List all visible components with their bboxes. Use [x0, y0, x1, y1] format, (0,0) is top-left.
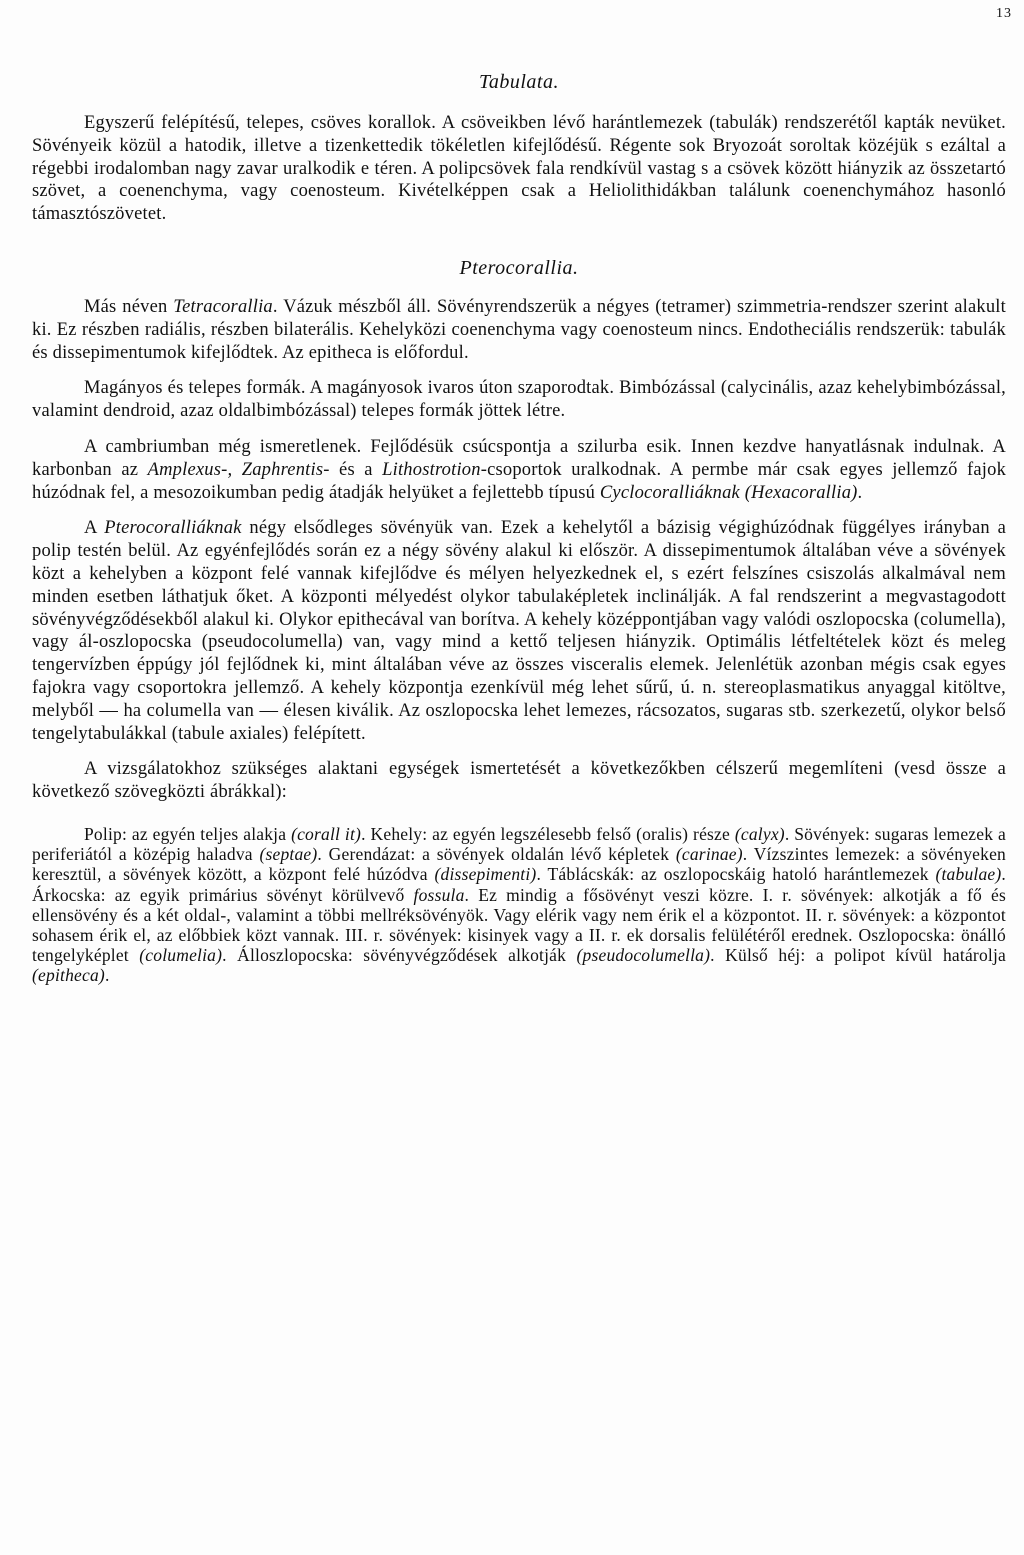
paragraph-units-intro: A vizsgálatokhoz szükséges alaktani egységek ismertetését a következőkben célszerű megemlíteni (vesd össze a következő szövegközti ábrákkal):: [32, 759, 1006, 803]
text-run: . Vízszintes lemezek: a sövényeken keresztül, a sövények között, a központ felé húzódva: [32, 844, 1006, 885]
italic-term: (dissepimenti): [434, 864, 537, 885]
definitions-block: [32, 824, 1006, 986]
text-run: Más néven: [84, 296, 174, 317]
italic-term: (corall it): [291, 823, 362, 844]
text-run: . Sövények: sugaras lemezek a periferiától a középig haladva: [32, 823, 1006, 865]
text-run: .: [857, 482, 863, 503]
text-run: . Árkocska: az egyik primárius sövényt körülvevő: [32, 864, 1006, 905]
text-run: A cambriumban még ismeretlenek. Fejlődésük csúcspontja a szilurba esik. Innen kezdve hanyatlásnak indulnak. A karbonban az: [32, 436, 1006, 480]
page-number: 13: [996, 6, 1012, 21]
text-run: Polip: az egyén teljes alakja: [84, 823, 292, 844]
paragraph-pterocorallia-intro: [32, 296, 1006, 364]
italic-term: (septae): [259, 844, 318, 865]
italic-term: (tabulae): [935, 864, 1002, 885]
page-content: [32, 66, 1006, 986]
italic-term: Lithostrotion: [382, 459, 481, 480]
text-run: -csoportok uralkodnak. A permbe már csak egyes jellemző fajok húzódnak fel, a mesozoikumban pedig átadják helyüket a fejlettebb típusú: [32, 459, 1007, 503]
text-run: . Táblácskák: az oszlopocskáig hatoló harántlemezek: [536, 864, 936, 885]
paragraph-definitions: [32, 824, 1006, 986]
italic-term: Amplexus-, Zaphrentis-: [147, 459, 330, 480]
section-heading-tabulata: Tabulata.: [479, 71, 559, 93]
text-run: . Külső héj: a polipot kívül határolja: [710, 945, 1006, 966]
italic-term: (columelia): [139, 945, 223, 966]
text-run: .: [104, 965, 110, 986]
section-heading-pterocorallia: Pterocorallia.: [459, 256, 579, 279]
italic-term: (pseudocolumella): [576, 945, 711, 966]
text-run: . Vázuk mészből áll. Sövényrendszerük a négyes (tetramer) szimmetria-rendszer szerint alakult ki. Ez részben radiális, részben bilaterális. Kehelyközi coenenchyma vagy coenosteum nincs. Endotheciális rendszerük: tabulák és dissepimentumok kifejlődtek. Az epitheca is előfordul.: [32, 296, 1006, 363]
italic-term: fossula: [413, 884, 465, 905]
italic-term: Tetracorallia: [173, 296, 273, 317]
paragraph-morphology: [32, 517, 1006, 745]
italic-term: Cyclocoralliáknak (Hexacorallia): [599, 482, 858, 503]
text-run: . Kehely: az egyén legszélesebb felső (oralis) része: [361, 823, 735, 844]
text-run: A: [84, 518, 105, 539]
paragraph-forms: Magányos és telepes formák. A magányosok ivaros úton szaporodtak. Bimbózással (calycinális, azaz kehelybimbózással, valamint dendroid, azaz oldalbimbózással) telepes formák jöttek létre.: [32, 378, 1006, 422]
text-run: négy elsődleges sövényük van. Ezek a kehelytől a bázisig végighúzódnak függélyes irányban a polip testén belül. Az egyénfejlődés során ez a négy sövény alakul ki először. A dissepimentumok általában véve a sövények közt a kehelyben a központ felé vannak kifejlődve és mélyen helyezkednek el, s ezért felszínes csiszolás alkalmával nem minden esetben láthatjuk őket. A központi mélyedést olykor tabulaképletek inclinálják. A fal rendszerint a megvastagodott sövényvégződésekből alakul ki. Olykor epithecával van borítva. A kehely középpontjában vagy valódi oszlopocska (columella), vagy ál-oszlopocska (pseudocolumella) van, vagy mind a kettő teljesen hiányzik. Optimális létfeltételek közt és meleg tengervízben éppúgy jól fejlődnek ki, mint általában véve az összes visceralis elemek. Jelenlétük azonban mégis csak egyes fajokra vagy csoportokra jellemző. A kehely központja ezenkívül még lehet sűrű, ú. n. stereoplasmatikus anyaggal kitöltve, melyből — ha columella van — élesen kiválik. Az oszlopocska lehet lemezes, rácsozatos, sugaras stb. szerkezetű, olykor belső tengelytabulákkal (tabule axiales) felépített.: [32, 518, 1006, 744]
italic-term: (calyx): [734, 823, 785, 844]
text-run: . Álloszlopocska: sövényvégződések alkotják: [222, 945, 577, 966]
paragraph-history: [32, 436, 1006, 504]
text-run: és a: [329, 459, 383, 480]
italic-term: Pterocoralliáknak: [104, 518, 242, 539]
text-run: . Ez mindig a fősövényt veszi közre. I. r. sövények: alkotják a fő és ellensövény és a két oldal-, valamint a többi mellréksövényök. Vagy elérik vagy nem érik el a központot. II. r. sövények: a központot sohasem érik el, az előbbiek közt vannak. III. r. sövények: kisinyek vagy a II. r. ek dorsalis felülétéről erednek. Oszlopocska: önálló tengelyképlet: [32, 884, 1007, 966]
italic-term: (epitheca): [32, 965, 105, 986]
text-run: . Gerendázat: a sövények oldalán lévő képletek: [317, 844, 676, 865]
italic-term: (carinae): [675, 844, 743, 865]
paragraph-tabulata: Egyszerű felépítésű, telepes, csöves korallok. A csöveikben lévő harántlemezek (tabulák) rendszerétől kapták nevüket. Sövényeik közül a hatodik, illetve a tizenkettedik tökéletlen kifejlődésű. Régente sok Bryozoát soroltak közéjük s ezáltal a régebbi irodalomban nagy zavar uralkodik e téren. A polipcsövek fala rendkívül vastag s a csövek között hiányzik az összetartó szövet, a coenenchyma, vagy coenosteum. Kivételképpen csak a Heliolithidákban találunk coenenchymához hasonló támasztószövetet.: [32, 113, 1006, 225]
